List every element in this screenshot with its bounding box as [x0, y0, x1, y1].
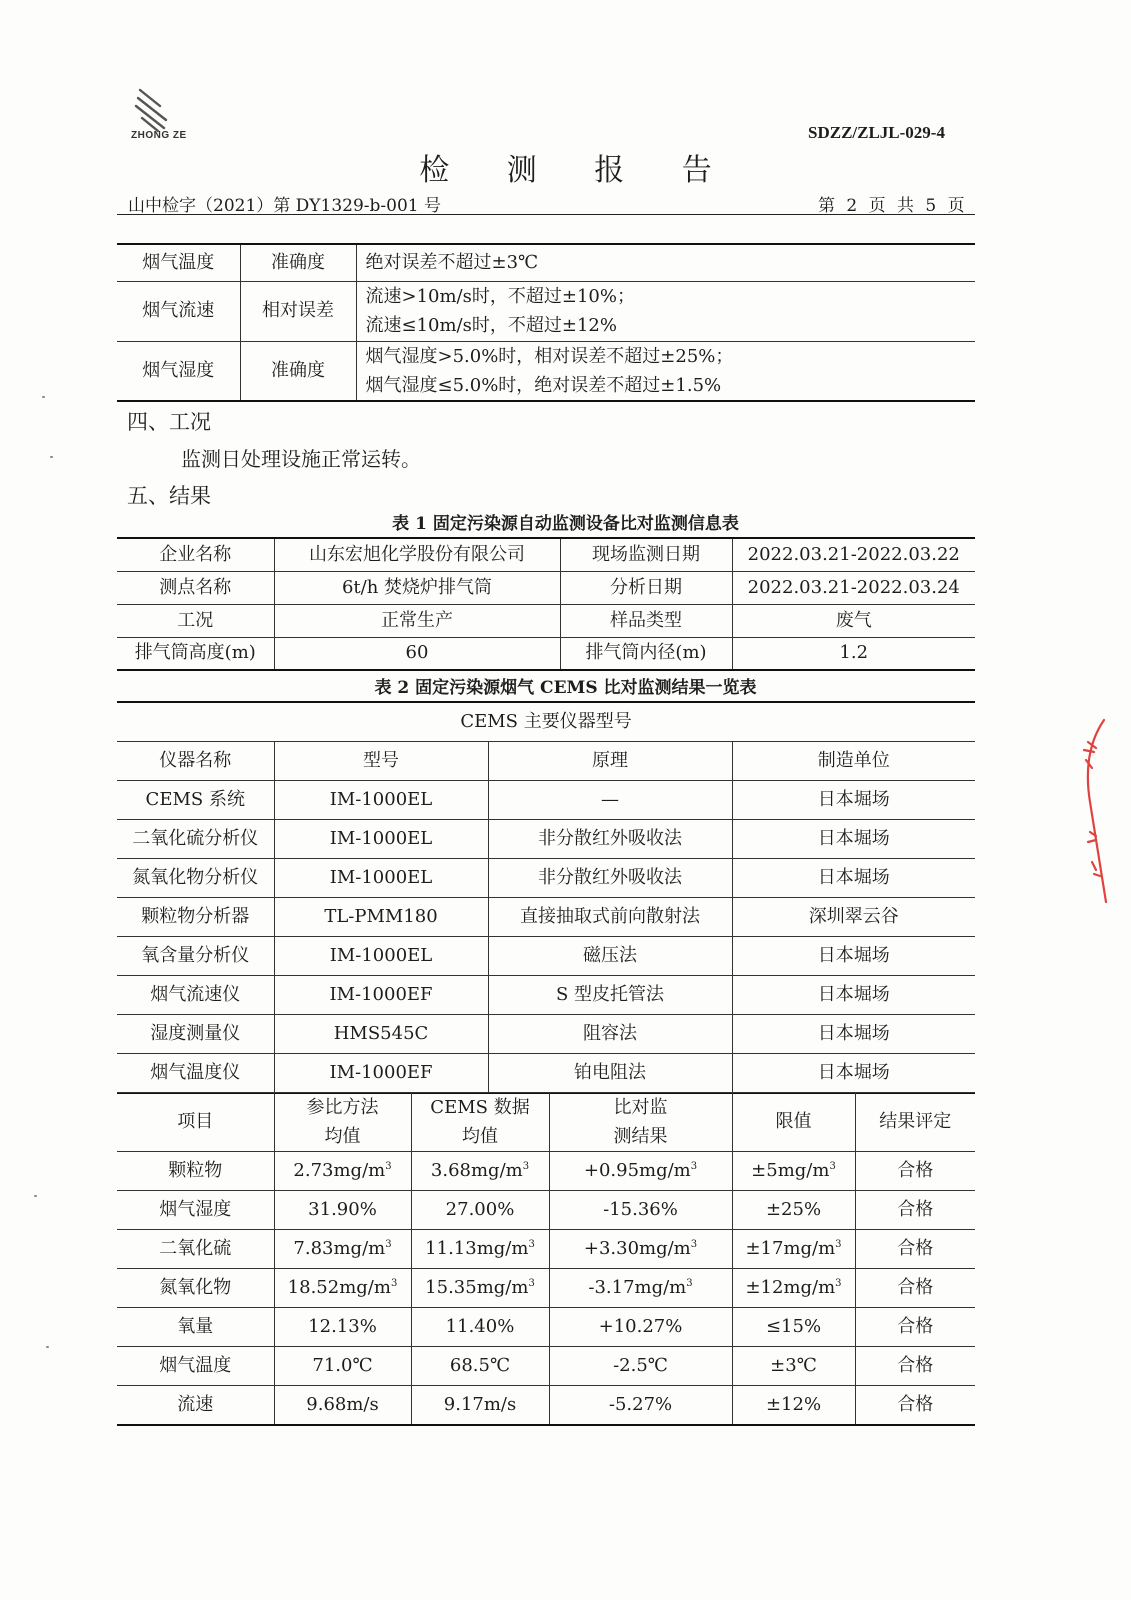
instrument-model: TL-PMM180: [274, 898, 488, 937]
table-row: [117, 244, 975, 281]
table-row: [117, 1308, 975, 1347]
table-row: [117, 976, 975, 1015]
spec-type: 相对误差: [240, 281, 356, 341]
result-cems: [411, 1269, 549, 1308]
spec-requirement: 绝对误差不超过±3℃: [356, 244, 975, 281]
seal-stamp-icon: [1070, 712, 1110, 912]
result-ref: 31.90%: [274, 1191, 411, 1230]
info-label: 工况: [117, 604, 274, 637]
instrument-principle: —: [488, 781, 732, 820]
instrument-principle: S 型皮托管法: [488, 976, 732, 1015]
result-limit: [732, 1269, 855, 1308]
info-value: 60: [274, 637, 560, 670]
spec-requirement: 烟气湿度>5.0%时，相对误差不超过±25%； 烟气湿度≤5.0%时，绝对误差不超过±1.5%: [356, 341, 975, 401]
result-cems: 68.5℃: [411, 1347, 549, 1386]
report-number: 山中检字（2021）第 DY1329-b-001 号: [128, 196, 442, 216]
result-eval: 合格: [855, 1152, 975, 1191]
table-row: [117, 898, 975, 937]
column-header: 结果评定: [855, 1093, 975, 1152]
result-item: 颗粒物: [117, 1152, 274, 1191]
instrument-name: CEMS 系统: [117, 781, 274, 820]
unit-superscript: 3: [835, 1239, 842, 1250]
result-limit: ±12%: [732, 1386, 855, 1426]
column-header: 项目: [117, 1093, 274, 1152]
result-item: 氧量: [117, 1308, 274, 1347]
instrument-model: HMS545C: [274, 1015, 488, 1054]
instrument-maker: 深圳翠云谷: [732, 898, 975, 937]
unit-superscript: 3: [522, 1161, 530, 1172]
spec-param: 烟气温度: [117, 244, 240, 281]
result-value: ±12mg/m: [745, 1277, 836, 1298]
table-row: [117, 341, 975, 401]
result-cmp: [549, 1152, 732, 1191]
result-value: +3.30mg/m: [583, 1238, 691, 1259]
spec-type: 准确度: [240, 341, 356, 401]
instrument-model: IM-1000EF: [274, 1054, 488, 1094]
unit-superscript: 3: [829, 1161, 836, 1172]
table-row: [117, 1269, 975, 1308]
instrument-model: IM-1000EL: [274, 937, 488, 976]
instrument-name: 氧含量分析仪: [117, 937, 274, 976]
result-eval: 合格: [855, 1386, 975, 1426]
table-row: [117, 1347, 975, 1386]
instrument-principle: 非分散红外吸收法: [488, 859, 732, 898]
result-limit: ±3℃: [732, 1347, 855, 1386]
section-4-title: 四、工况: [127, 410, 211, 434]
instrument-maker: 日本堀场: [732, 1054, 975, 1094]
result-ref: [274, 1152, 411, 1191]
accuracy-spec-table: [117, 243, 975, 402]
table-row: [117, 937, 975, 976]
table-1-caption: 表 1 固定污染源自动监测设备比对监测信息表: [392, 514, 739, 534]
instrument-maker: 日本堀场: [732, 859, 975, 898]
instrument-principle: 非分散红外吸收法: [488, 820, 732, 859]
result-item: 二氧化硫: [117, 1230, 274, 1269]
result-ref: [274, 1269, 411, 1308]
result-item: 氮氧化物: [117, 1269, 274, 1308]
instrument-principle: 磁压法: [488, 937, 732, 976]
column-header: 限值: [732, 1093, 855, 1152]
info-value: 正常生产: [274, 604, 560, 637]
info-value: 1.2: [732, 637, 975, 670]
unit-superscript: 3: [385, 1161, 392, 1172]
result-cmp: [549, 1269, 732, 1308]
result-value: 2.73mg/m: [293, 1160, 386, 1181]
scan-speck: [34, 1195, 37, 1197]
instrument-principle: 铂电阻法: [488, 1054, 732, 1094]
unit-superscript: 3: [528, 1239, 535, 1250]
spec-requirement: 流速>10m/s时，不超过±10%； 流速≤10m/s时，不超过±12%: [356, 281, 975, 341]
result-cems: [411, 1152, 549, 1191]
table-2-caption: 表 2 固定污染源烟气 CEMS 比对监测结果一览表: [374, 678, 757, 698]
result-cmp: [549, 1230, 732, 1269]
result-value: 7.83mg/m: [293, 1238, 386, 1259]
result-eval: 合格: [855, 1230, 975, 1269]
result-item: 烟气温度: [117, 1347, 274, 1386]
instrument-principle: 直接抽取式前向散射法: [488, 898, 732, 937]
result-ref: 12.13%: [274, 1308, 411, 1347]
table-header-row: [117, 1093, 975, 1152]
table-row: [117, 637, 975, 670]
result-item: 烟气湿度: [117, 1191, 274, 1230]
column-header: 原理: [488, 742, 732, 781]
page-number: 第 2 页 共 5 页: [818, 196, 965, 216]
section-4-body: 监测日处理设施正常运转。: [181, 447, 421, 471]
result-value: ±5mg/m: [751, 1160, 830, 1181]
info-value: 2022.03.21-2022.03.22: [732, 538, 975, 571]
result-limit: [732, 1230, 855, 1269]
result-cmp: -2.5℃: [549, 1347, 732, 1386]
info-label: 分析日期: [560, 571, 732, 604]
instrument-maker: 日本堀场: [732, 976, 975, 1015]
result-cmp: -15.36%: [549, 1191, 732, 1230]
instrument-principle: 阻容法: [488, 1015, 732, 1054]
result-limit: [732, 1152, 855, 1191]
info-label: 样品类型: [560, 604, 732, 637]
unit-superscript: 3: [528, 1278, 535, 1289]
spec-param: 烟气流速: [117, 281, 240, 341]
result-eval: 合格: [855, 1308, 975, 1347]
result-cmp: +10.27%: [549, 1308, 732, 1347]
instrument-model: IM-1000EF: [274, 976, 488, 1015]
result-cems: [411, 1230, 549, 1269]
result-value: 11.13mg/m: [425, 1238, 529, 1259]
table-row: [117, 781, 975, 820]
scan-speck: [46, 1346, 49, 1348]
monitoring-info-table: [117, 537, 975, 671]
column-header: 仪器名称: [117, 742, 274, 781]
header-rule: [117, 214, 975, 215]
column-header: 参比方法 均值: [274, 1093, 411, 1152]
result-value: -3.17mg/m: [588, 1277, 687, 1298]
instrument-name: 氮氧化物分析仪: [117, 859, 274, 898]
instrument-name: 湿度测量仪: [117, 1015, 274, 1054]
section-5-title: 五、结果: [127, 484, 211, 508]
result-eval: 合格: [855, 1347, 975, 1386]
table-row: [117, 1152, 975, 1191]
unit-superscript: 3: [690, 1161, 698, 1172]
instrument-name: 二氧化硫分析仪: [117, 820, 274, 859]
result-limit: ±25%: [732, 1191, 855, 1230]
document-title: 检 测 报 告: [419, 153, 736, 188]
column-header: 制造单位: [732, 742, 975, 781]
table-row: [117, 604, 975, 637]
info-label: 测点名称: [117, 571, 274, 604]
scan-speck: [50, 456, 53, 458]
info-label: 现场监测日期: [560, 538, 732, 571]
info-value: 废气: [732, 604, 975, 637]
table-row: [117, 859, 975, 898]
result-value: 15.35mg/m: [425, 1277, 529, 1298]
result-cmp: -5.27%: [549, 1386, 732, 1426]
table-row: [117, 538, 975, 571]
table-row: [117, 1386, 975, 1426]
info-value: 山东宏旭化学股份有限公司: [274, 538, 560, 571]
instrument-maker: 日本堀场: [732, 937, 975, 976]
unit-superscript: 3: [686, 1278, 693, 1289]
unit-superscript: 3: [385, 1239, 392, 1250]
result-value: 18.52mg/m: [287, 1277, 391, 1298]
table-row: [117, 1191, 975, 1230]
info-label: 企业名称: [117, 538, 274, 571]
table-row: [117, 1230, 975, 1269]
result-eval: 合格: [855, 1269, 975, 1308]
document-code: SDZZ/ZLJL-029-4: [808, 123, 945, 142]
cems-instrument-table: [117, 701, 975, 1094]
table-row: [117, 702, 975, 742]
result-cems: 27.00%: [411, 1191, 549, 1230]
unit-superscript: 3: [835, 1278, 842, 1289]
scan-speck: [42, 396, 45, 398]
instrument-model: IM-1000EL: [274, 820, 488, 859]
instrument-maker: 日本堀场: [732, 1015, 975, 1054]
info-value: 2022.03.21-2022.03.24: [732, 571, 975, 604]
table-row: [117, 1015, 975, 1054]
result-eval: 合格: [855, 1191, 975, 1230]
info-value: 6t/h 焚烧炉排气筒: [274, 571, 560, 604]
table-row: [117, 1054, 975, 1094]
result-cems: 11.40%: [411, 1308, 549, 1347]
instrument-maker: 日本堀场: [732, 781, 975, 820]
instrument-name: 烟气温度仪: [117, 1054, 274, 1094]
result-ref: [274, 1230, 411, 1269]
column-header: 型号: [274, 742, 488, 781]
result-ref: 71.0℃: [274, 1347, 411, 1386]
logo-text: ZHONG ZE: [131, 130, 187, 141]
table-row: [117, 820, 975, 859]
column-header: CEMS 数据 均值: [411, 1093, 549, 1152]
result-value: 3.68mg/m: [430, 1160, 523, 1181]
info-label: 排气筒高度(m): [117, 637, 274, 670]
info-label: 排气筒内径(m): [560, 637, 732, 670]
result-cems: 9.17m/s: [411, 1386, 549, 1426]
instrument-name: 颗粒物分析器: [117, 898, 274, 937]
instrument-model: IM-1000EL: [274, 781, 488, 820]
comparison-result-table: [117, 1092, 975, 1426]
result-value: +0.95mg/m: [583, 1160, 691, 1181]
table-row: [117, 571, 975, 604]
unit-superscript: 3: [690, 1239, 698, 1250]
table-header-row: [117, 742, 975, 781]
spec-type: 准确度: [240, 244, 356, 281]
result-value: ±17mg/m: [745, 1238, 836, 1259]
instrument-model: IM-1000EL: [274, 859, 488, 898]
result-limit: ≤15%: [732, 1308, 855, 1347]
table-row: [117, 281, 975, 341]
cems-subtitle: CEMS 主要仪器型号: [117, 702, 975, 742]
spec-param: 烟气湿度: [117, 341, 240, 401]
result-item: 流速: [117, 1386, 274, 1426]
unit-superscript: 3: [390, 1278, 398, 1289]
instrument-name: 烟气流速仪: [117, 976, 274, 1015]
instrument-maker: 日本堀场: [732, 820, 975, 859]
column-header: 比对监 测结果: [549, 1093, 732, 1152]
result-ref: 9.68m/s: [274, 1386, 411, 1426]
